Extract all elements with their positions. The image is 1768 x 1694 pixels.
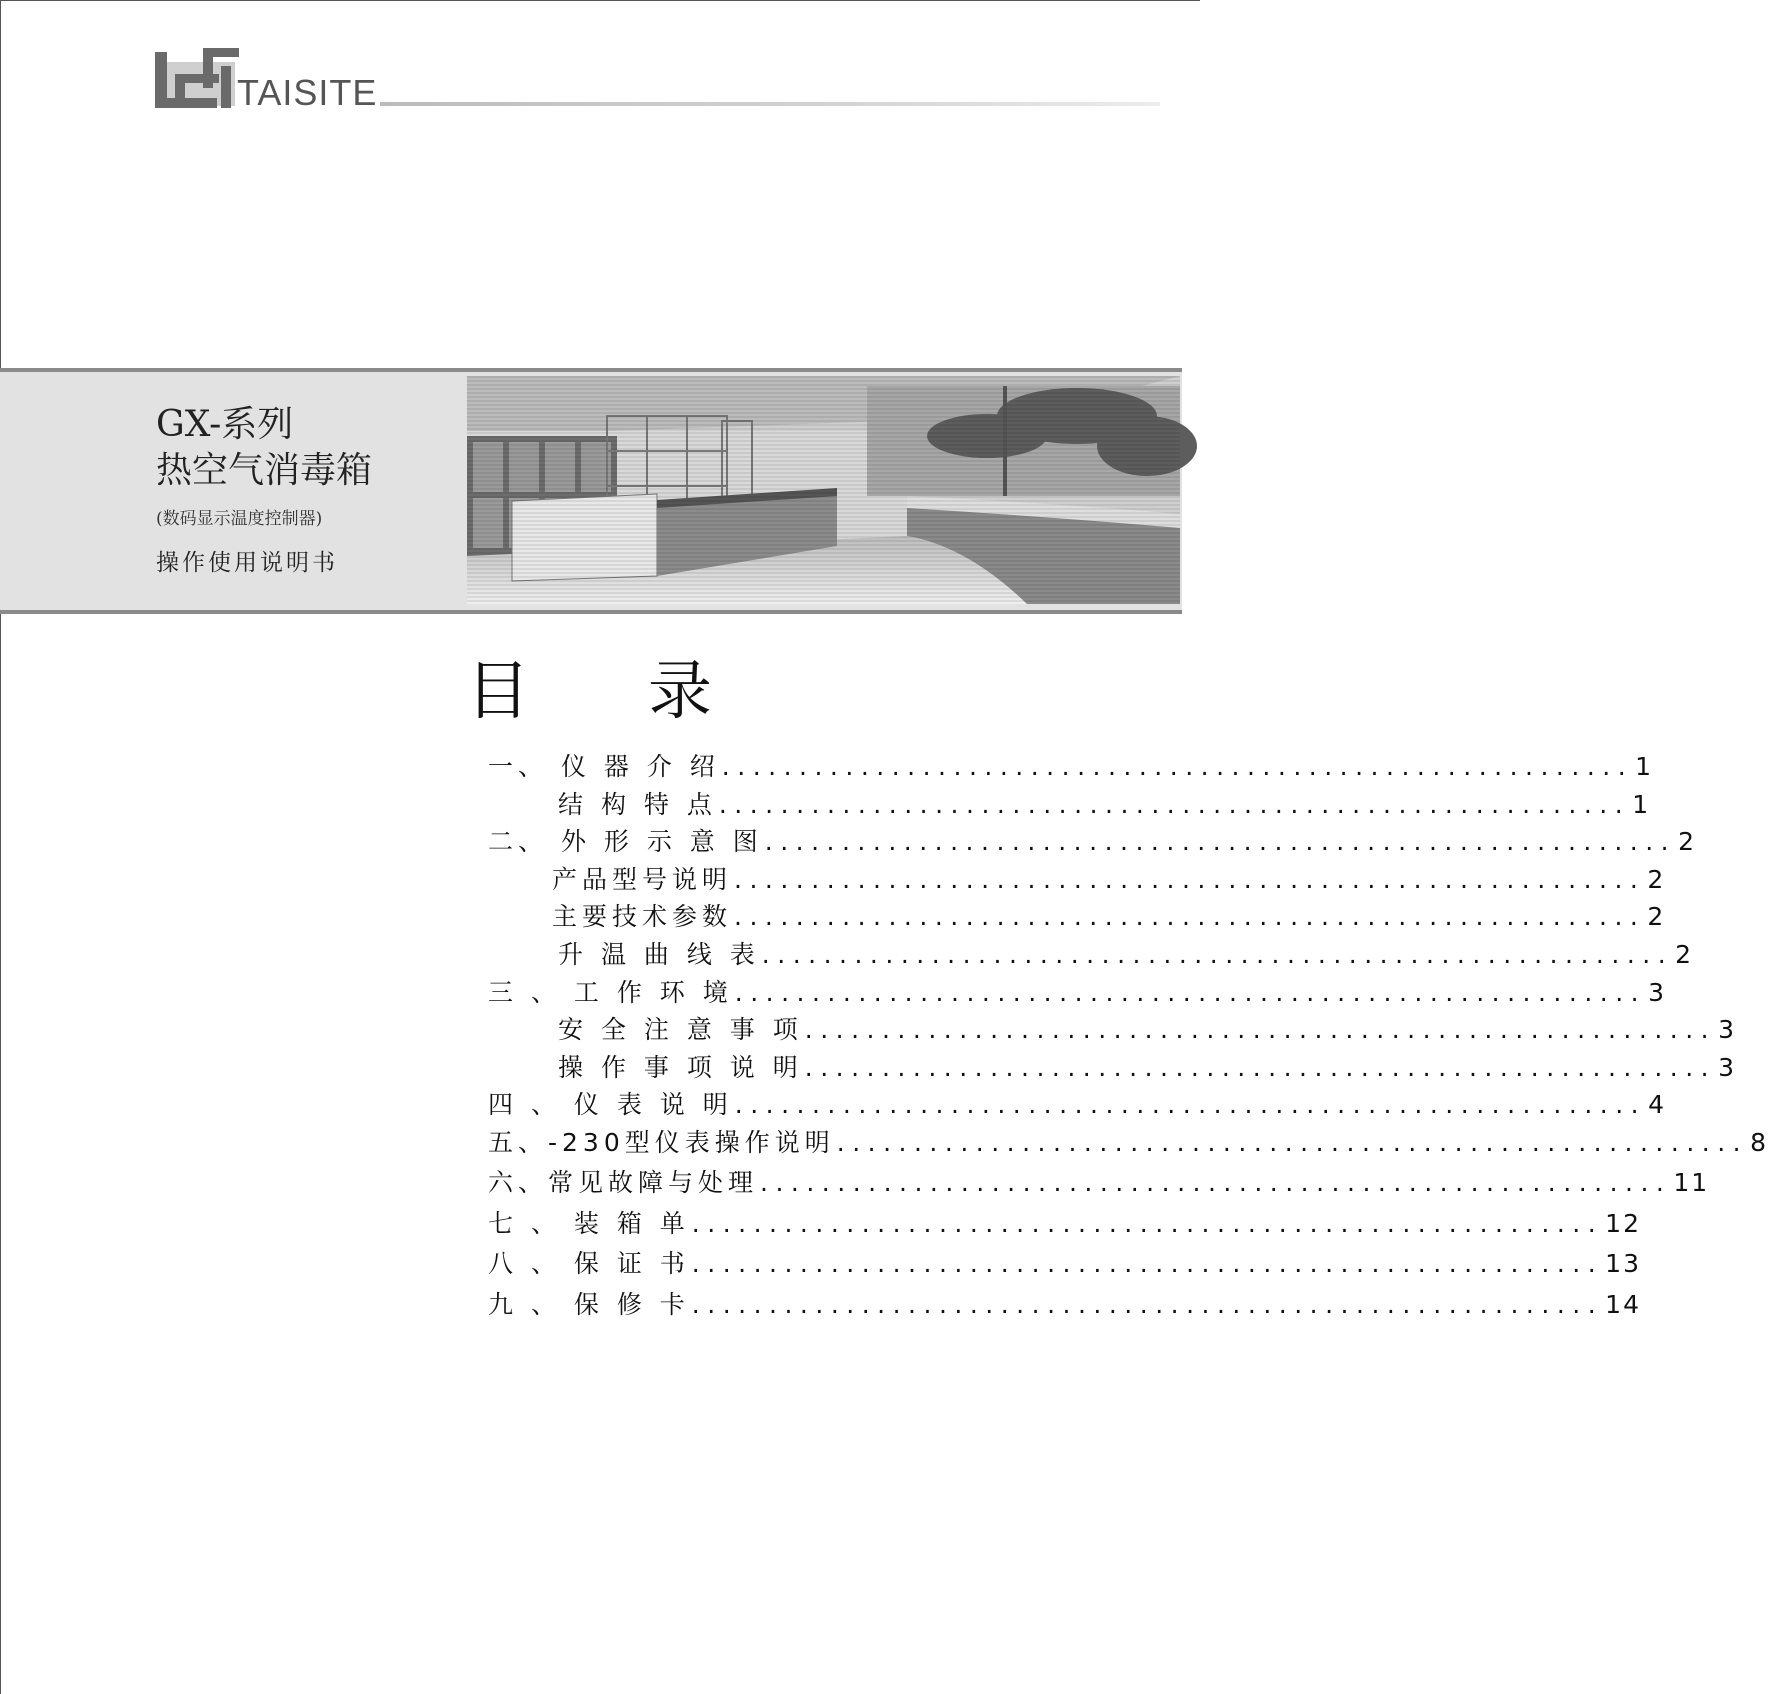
- toc-entry-label: 升 温 曲 线 表: [558, 939, 760, 969]
- laboratory-photo-icon: [467, 376, 1180, 604]
- toc-leader-dots: ...........................................................: [761, 939, 1674, 969]
- toc-leader-dots: ...........................................................: [721, 752, 1634, 781]
- toc-entry-page: 2: [1647, 902, 1666, 932]
- toc-entry[interactable]: [488, 1204, 1641, 1245]
- toc-entry-page: 2: [1647, 864, 1666, 894]
- brand-name: TAISITE: [237, 72, 378, 113]
- product-name: 热空气消毒箱: [156, 450, 373, 491]
- toc-leader-dots: ...........................................................: [718, 789, 1631, 819]
- toc-entry-page: 4: [1648, 1090, 1667, 1120]
- toc-leader-dots: ...........................................................: [734, 1090, 1647, 1120]
- toc-entry[interactable]: [488, 935, 1694, 973]
- manual-label: 操作使用说明书: [156, 550, 338, 576]
- toc-leader-dots: ...........................................................: [804, 1052, 1717, 1082]
- toc-entry-page: 2: [1675, 939, 1694, 969]
- toc-leader-dots: ...........................................................: [764, 827, 1677, 857]
- toc-entry[interactable]: [488, 1244, 1641, 1285]
- toc-entry[interactable]: [488, 897, 1666, 935]
- taisite-logo-icon: [155, 40, 245, 112]
- toc-entry[interactable]: [488, 1163, 1710, 1204]
- toc-leader-dots: ...........................................................: [804, 1015, 1717, 1045]
- toc-entry[interactable]: [488, 860, 1666, 898]
- toc-entry-page: 3: [1648, 977, 1667, 1007]
- toc-entry-label: 七 、 装 箱 单: [488, 1208, 690, 1238]
- toc-heading: [466, 656, 712, 728]
- page-left-edge: [0, 0, 1, 1694]
- company-logo: [155, 40, 555, 120]
- toc-entry[interactable]: [488, 1123, 1768, 1164]
- toc-leader-dots: ...........................................................: [760, 1168, 1672, 1198]
- toc-entry-label: 六、常见故障与处理: [488, 1168, 759, 1198]
- toc-entry[interactable]: [488, 1010, 1737, 1048]
- toc-entry-page: 1: [1632, 789, 1651, 819]
- toc-entry-page: 13: [1605, 1249, 1641, 1279]
- product-series: GX-系列: [156, 404, 294, 445]
- toc-leader-dots: ...........................................................: [691, 1208, 1604, 1238]
- toc-entry-label: 九 、 保 修 卡: [488, 1289, 690, 1319]
- product-subtitle: (数码显示温度控制器): [156, 509, 323, 529]
- product-banner: [0, 368, 1182, 614]
- toc-entry-page: 1: [1635, 752, 1654, 781]
- toc-entry-page: 8: [1750, 1127, 1768, 1157]
- toc-entry-page: 12: [1605, 1208, 1641, 1238]
- toc-entry[interactable]: [488, 747, 1654, 785]
- toc-entry-page: 14: [1605, 1289, 1641, 1319]
- toc-leader-dots: ...........................................................: [691, 1249, 1604, 1279]
- toc-heading-char: 录: [648, 655, 712, 729]
- toc-entry-label: 四 、 仪 表 说 明: [488, 1090, 733, 1120]
- toc-entry-label: 安 全 注 意 事 项: [558, 1015, 803, 1045]
- toc-entry-label: 三 、 工 作 环 境: [488, 977, 733, 1007]
- toc-entry[interactable]: [488, 822, 1697, 860]
- toc-entry[interactable]: [488, 1085, 1667, 1123]
- product-title: [156, 402, 372, 494]
- page-top-edge: [0, 0, 1200, 1]
- toc-entry-page: 3: [1718, 1052, 1737, 1082]
- toc-entry-label: 结 构 特 点: [558, 789, 717, 819]
- toc-entry-page: 3: [1718, 1015, 1737, 1045]
- header-rule: [380, 102, 1160, 106]
- toc-leader-dots: ...........................................................: [734, 902, 1646, 932]
- toc-entry[interactable]: [488, 785, 1651, 823]
- toc-entry-label: 五、-230型仪表操作说明: [488, 1127, 835, 1157]
- table-of-contents: [488, 747, 1768, 1325]
- toc-entry[interactable]: [488, 1285, 1641, 1326]
- toc-leader-dots: ...........................................................: [734, 864, 1646, 894]
- toc-entry-label: 二、 外 形 示 意 图: [488, 827, 763, 857]
- toc-entry[interactable]: [488, 1048, 1737, 1086]
- toc-heading-char: 目: [466, 655, 530, 729]
- toc-entry-label: 产品型号说明: [552, 864, 733, 894]
- toc-leader-dots: ...........................................................: [836, 1127, 1749, 1157]
- toc-entry-label: 主要技术参数: [552, 902, 733, 932]
- toc-leader-dots: ...........................................................: [734, 977, 1647, 1007]
- toc-leader-dots: ...........................................................: [691, 1289, 1604, 1319]
- toc-entry-page: 11: [1673, 1168, 1710, 1198]
- toc-entry-label: 八 、 保 证 书: [488, 1249, 690, 1279]
- toc-entry-label: 操 作 事 项 说 明: [558, 1052, 803, 1082]
- toc-entry-page: 2: [1678, 827, 1697, 857]
- toc-entry-label: 一、 仪 器 介 绍: [488, 752, 720, 781]
- toc-entry[interactable]: [488, 973, 1667, 1011]
